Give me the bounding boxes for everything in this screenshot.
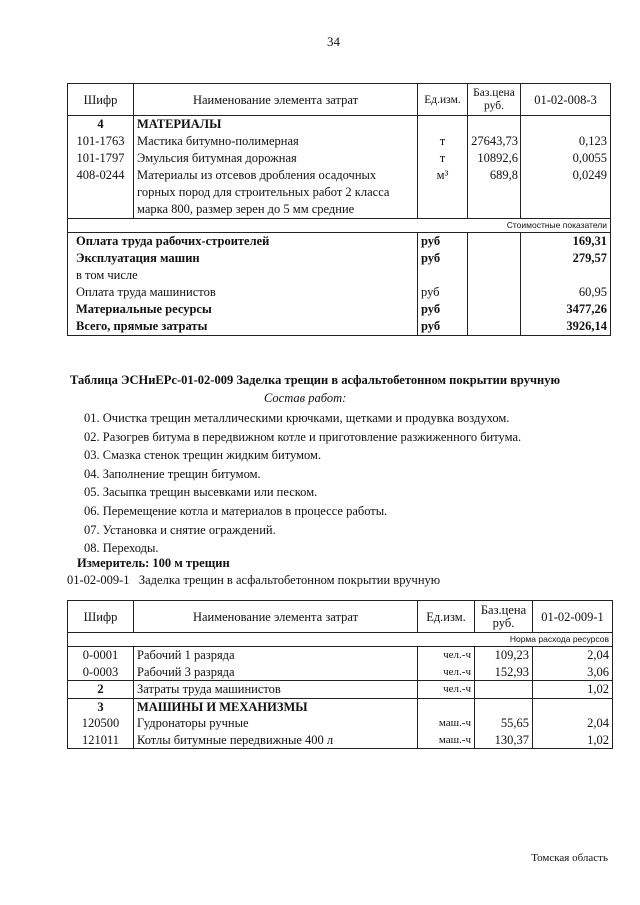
- cost-value: 279,57: [572, 251, 607, 265]
- row-code: 2: [68, 681, 134, 699]
- measure-unit: Измеритель: 100 м трещин: [77, 556, 230, 570]
- table-header: [68, 84, 611, 116]
- page-number: 34: [327, 34, 340, 49]
- row-unit: м³: [436, 168, 449, 182]
- cost-unit: руб: [421, 234, 441, 248]
- row-code: 0-0001: [82, 648, 119, 662]
- row-price: 55,65: [500, 716, 529, 730]
- cost-name: Материальные ресурсы: [76, 302, 212, 316]
- cost-header: Стоимостные показатели: [68, 219, 611, 233]
- row-price: 27643,73: [471, 134, 518, 148]
- table-title: Таблица ЭСНиЕРс-01-02-009 Заделка трещин в асфальтобетонном покрытии вручную: [70, 373, 560, 387]
- row-unit: чел.-ч: [443, 665, 471, 678]
- row-unit: маш.-ч: [438, 733, 471, 746]
- work-step: 04. Заполнение трещин битумом.: [84, 466, 261, 481]
- row-price: 152,93: [494, 664, 529, 679]
- row-unit: чел.-ч: [443, 649, 471, 661]
- work-step: 06. Перемещение котла и материалов в процессе работы.: [84, 503, 388, 518]
- norm-header: Норма расхода ресурсов: [68, 633, 613, 647]
- cost-unit: руб: [421, 285, 440, 299]
- cost-value: 3926,14: [566, 319, 607, 333]
- costs-block: [68, 233, 611, 336]
- row-name: Рабочий 1 разряда: [137, 648, 235, 662]
- cost-value: 60,95: [578, 285, 607, 299]
- header-cell: 01-02-008-3: [521, 84, 611, 116]
- row-value: 0,0249: [572, 168, 607, 182]
- row-price: 109,23: [494, 648, 529, 662]
- header-cell: Шифр: [68, 601, 134, 633]
- work-step: 02. Разогрев битума в передвижном котле и приготовление разжиженного битума.: [84, 429, 522, 444]
- cost-name: в том числе: [76, 268, 138, 282]
- row-value: 1,02: [587, 732, 609, 747]
- row-code: 408-0244: [76, 168, 125, 182]
- row-value: 1,02: [533, 681, 613, 699]
- row-code: 101-1763: [76, 134, 125, 148]
- machines-block: [68, 698, 613, 749]
- work-step: 07. Установка и снятие ограждений.: [84, 522, 276, 537]
- row-name: Рабочий 3 разряда: [137, 664, 235, 679]
- row-code: 121011: [81, 732, 120, 747]
- work-composition-heading: Состав работ:: [264, 391, 347, 405]
- work-steps-list: [84, 409, 521, 558]
- row-unit: т: [439, 134, 446, 148]
- work-step: 08. Переходы.: [84, 541, 159, 556]
- row-name: Котлы битумные передвижные 400 л: [137, 732, 334, 747]
- section-code: 3: [97, 699, 104, 714]
- row-value: 0,0055: [572, 151, 607, 165]
- resources-table-2: [67, 600, 613, 749]
- header-cell: Баз.цена руб.: [475, 601, 533, 633]
- cost-unit: руб: [421, 302, 441, 316]
- row-name: Мастика битумно-полимерная: [137, 134, 299, 148]
- header-cell: Наименование элемента затрат: [134, 601, 418, 633]
- cost-name: Всего, прямые затраты: [76, 319, 208, 333]
- cost-unit: руб: [421, 319, 441, 333]
- cost-name: Оплата труда машинистов: [76, 285, 216, 299]
- row-name: Гудронаторы ручные: [137, 716, 249, 730]
- resources-table-1: [67, 83, 611, 336]
- row-name: Эмульсия битумная дорожная: [137, 151, 297, 165]
- work-step: 01. Очистка трещин металлическими крючками, щетками и продувка воздухом.: [84, 411, 510, 425]
- row-price: 10892,6: [477, 151, 518, 165]
- header-cell: Шифр: [68, 84, 134, 116]
- row-value: 2,04: [587, 716, 609, 730]
- cost-name: Оплата труда рабочих-строителей: [76, 234, 270, 248]
- row-unit: т: [439, 151, 446, 165]
- cost-value: 169,31: [572, 234, 607, 248]
- section-code: 4: [97, 117, 104, 131]
- header-cell: Ед.изм.: [418, 601, 475, 633]
- header-cell: Наименование элемента затрат: [134, 84, 418, 116]
- header-cell: Баз.цена руб.: [468, 84, 521, 116]
- norm-code-line: 01-02-009-1 Заделка трещин в асфальтобетонном покрытии вручную: [67, 573, 441, 587]
- work-step: 05. Засыпка трещин высевками или песком.: [84, 485, 318, 500]
- footer-region: Томская область: [531, 852, 608, 864]
- labor-block: [68, 647, 613, 681]
- table-row: [68, 681, 613, 699]
- row-name: Материалы из отсевов дробления осадочных горных пород для строительных работ 2 класса марка 800, размер зерен до 5 мм средние: [137, 168, 390, 216]
- row-unit: чел.-ч: [418, 681, 475, 699]
- cost-value: 3477,26: [566, 302, 607, 316]
- row-unit: маш.-ч: [438, 717, 471, 729]
- work-step: 03. Смазка стенок трещин жидким битумом.: [84, 448, 322, 463]
- table-header: [68, 601, 613, 633]
- header-cell: 01-02-009-1: [533, 601, 613, 633]
- row-code: 120500: [81, 716, 120, 730]
- cost-unit: руб: [421, 251, 441, 265]
- section-title: МАШИНЫ И МЕХАНИЗМЫ: [137, 699, 308, 714]
- row-value: 0,123: [578, 134, 607, 148]
- row-code: 0-0003: [82, 664, 119, 679]
- cost-name: Эксплуатация машин: [76, 251, 200, 265]
- row-value: 3,06: [587, 664, 609, 679]
- row-value: 2,04: [587, 648, 609, 662]
- row-price: 689,8: [489, 168, 518, 182]
- row-price: 130,37: [494, 732, 529, 747]
- section-title: МАТЕРИАЛЫ: [137, 117, 222, 131]
- row-name: Затраты труда машинистов: [134, 681, 418, 699]
- materials-block: [68, 116, 611, 219]
- row-code: 101-1797: [76, 151, 125, 165]
- header-cell: Ед.изм.: [418, 84, 468, 116]
